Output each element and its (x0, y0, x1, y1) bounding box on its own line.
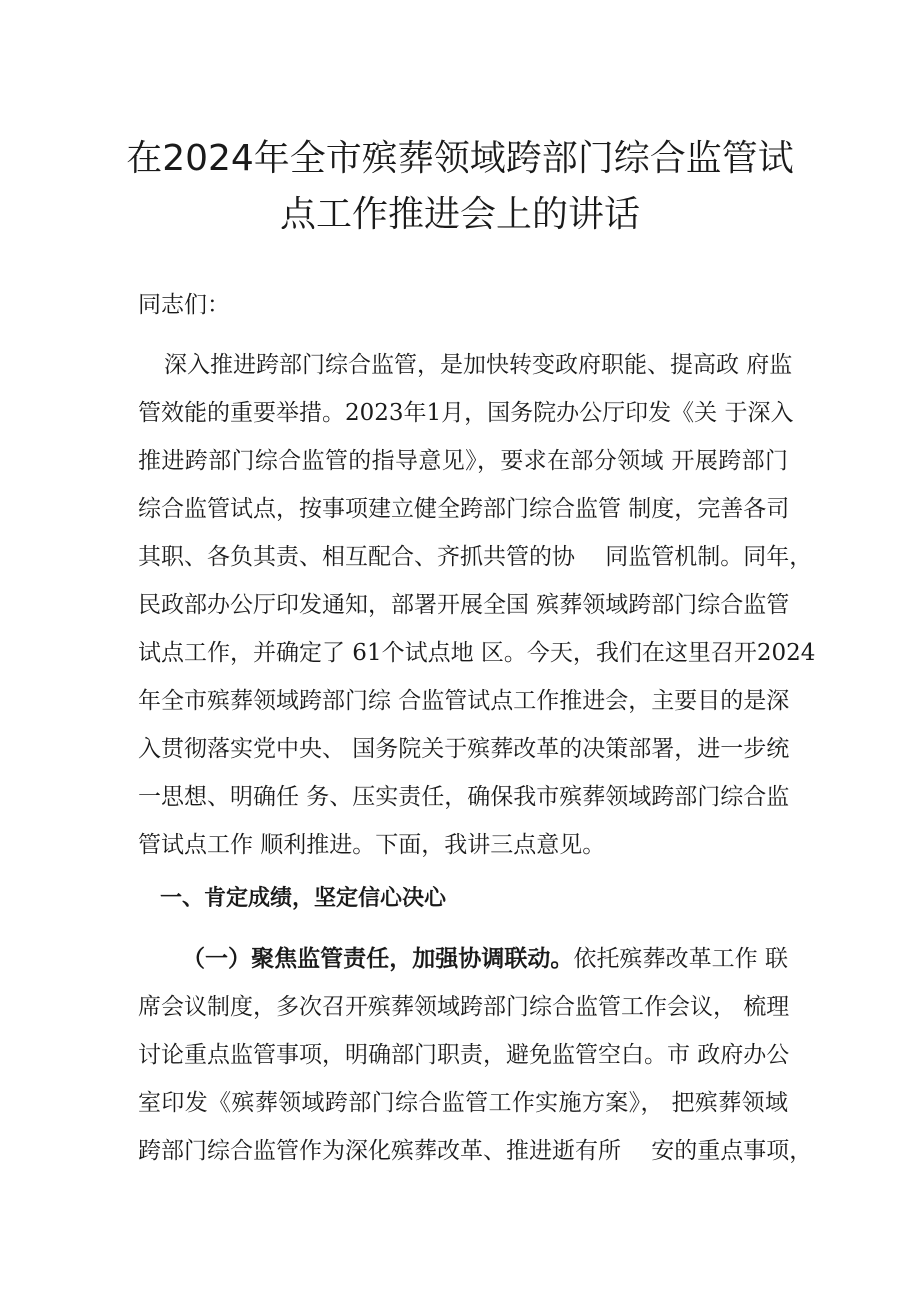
paragraph-line: 管试点工作 顺利推进。下面，我讲三点意见。 (138, 832, 606, 858)
document-title-line-2: 点工作推进会上的讲话 (279, 194, 640, 235)
paragraph-line: 一思想、明确任 务、压实责任，确保我市殡葬领域跨部门综合监 (138, 784, 790, 810)
paragraph-line: 推进跨部门综合监管的指导意见》，要求在部分领域 开展跨部门 (138, 448, 788, 474)
section-1-heading: 一、肯定成绩，坚定信心决心 (160, 886, 447, 911)
paragraph-line: 试点工作，并确定了 61个试点地 区。今天，我们在这里召开2024 (138, 640, 816, 666)
paragraph-line: 讨论重点监管事项，明确部门职责，避免监管空白。市 政府办公 (138, 1042, 790, 1068)
subsection-1-heading: （一）聚焦监管责任，加强协调联动。 (182, 946, 574, 972)
paragraph-line: 跨部门综合监管作为深化殡葬改革、推进逝有所 安的重点事项， (138, 1138, 813, 1164)
paragraph-line: 深入推进跨部门综合监管，是加快转变政府职能、提高政 府监 (164, 352, 793, 378)
paragraph-line: 综合监管试点，按事项建立健全跨部门综合监管 制度，完善各司 (138, 496, 790, 522)
paragraph-line: 其职、各负其责、相互配合、齐抓共管的协 同监管机制。同年， (138, 544, 813, 570)
paragraph-line: 室印发《殡葬领域跨部门综合监管工作实施方案》， 把殡葬领域 (138, 1090, 788, 1116)
paragraph-line: 席会议制度，多次召开殡葬领域跨部门综合监管工作会议， 梳理 (138, 994, 790, 1020)
paragraph-line: 入贯彻落实党中央、 国务院关于殡葬改革的决策部署，进一步统 (138, 736, 790, 762)
document-title-line-1: 在2024年全市殡葬领域跨部门综合监管试 (126, 138, 794, 179)
salutation: 同志们： (138, 292, 230, 318)
paragraph-line: 民政部办公厅印发通知，部署开展全国 殡葬领域跨部门综合监管 (138, 592, 790, 618)
paragraph-line: 年全市殡葬领域跨部门综 合监管试点工作推进会，主要目的是深 (138, 688, 790, 714)
subsection-1-first-line-text: 依托殡葬改革工作 联 (573, 946, 789, 972)
subsection-1-first-line (182, 944, 788, 974)
paragraph-line: 管效能的重要举措。2023年1月，国务院办公厅印发《关 于深入 (138, 400, 794, 426)
